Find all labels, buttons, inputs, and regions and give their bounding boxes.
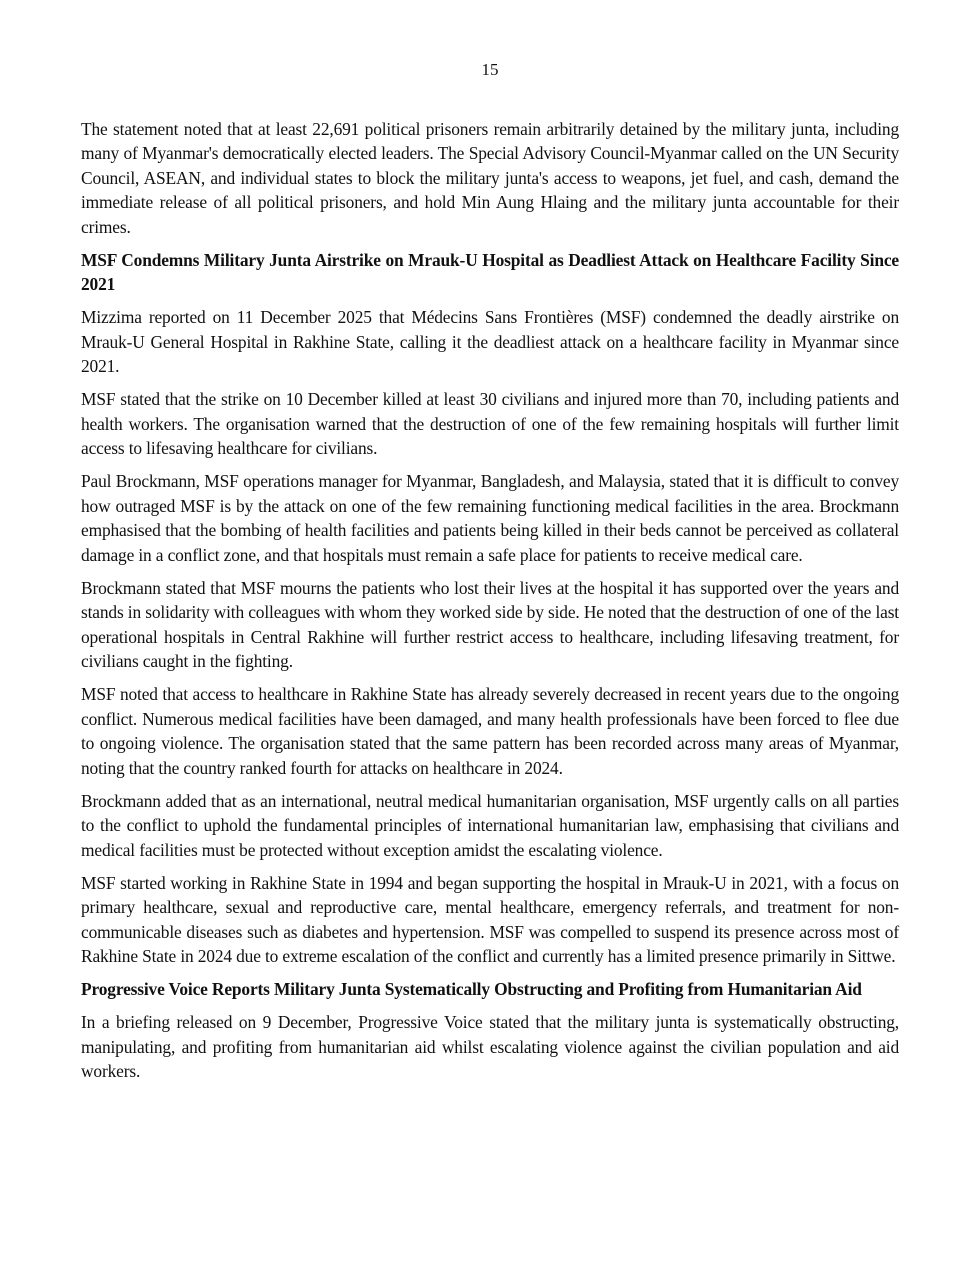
page-number: 15 [481,60,499,79]
paragraph-msf-history: MSF started working in Rakhine State in 1994 and began supporting the hospital in Mrauk-U in 2021, with a focus on primary healthcare, sexual and reproductive care, mental healthcare, emergency referrals, and treatment for non-communicable diseases such as diabetes and hypertension. MSF was compelled to suspend its presence across most of Rakhine State in 2024 due to extreme escalation of the conflict and currently has a limited presence primarily in Sittwe. [81,872,899,966]
page-content [81,117,899,1092]
paragraph-msf-calls: Brockmann added that as an international, neutral medical humanitarian organisation, MSF urgently calls on all parties to the conflict to uphold the fundamental principles of international humanitarian law, emphasising that civilians and medical facilities must be protected without exception amidst the escalating violence. [81,790,899,860]
section-heading-progressive-voice: Progressive Voice Reports Military Junta Systematically Obstructing and Profiting from Humanitarian Aid [81,979,862,1000]
paragraph-political-prisoners: The statement noted that at least 22,691 political prisoners remain arbitrarily detained by the military junta, including many of Myanmar's democratically elected leaders. The Special Advisory Council-Myanmar called on the UN Security Council, ASEAN, and individual states to block the military junta's access to weapons, jet fuel, and cash, demand the immediate release of all political prisoners, and hold Min Aung Hlaing and the military junta accountable for their crimes. [81,119,899,237]
section-heading-msf-airstrike: MSF Condemns Military Junta Airstrike on Mrauk-U Hospital as Deadliest Attack on Healthcare Facility Since 2021 [81,249,899,295]
paragraph-brockmann-mourns: Brockmann stated that MSF mourns the patients who lost their lives at the hospital it has supported over the years and stands in solidarity with colleagues with whom they worked side by side. He noted that the destruction of one of the last operational hospitals in Central Rakhine will further restrict access to healthcare, including lifesaving treatment, for civilians caught in the fighting. [81,577,899,672]
paragraph-brockmann-outrage: Paul Brockmann, MSF operations manager for Myanmar, Bangladesh, and Malaysia, stated that it is difficult to convey how outraged MSF is by the attack on one of the few remaining functioning medical facilities in the area. Brockmann emphasised that the bombing of health facilities and patients being killed in their beds cannot be perceived as collateral damage in a conflict zone, and that hospitals must remain a safe place for patients to receive medical care. [81,471,899,565]
paragraph-progressive-voice-briefing: In a briefing released on 9 December, Progressive Voice stated that the military junta is systematically obstructing, manipulating, and profiting from humanitarian aid whilst escalating violence against the civilian population and aid workers. [81,1012,899,1082]
paragraph-strike-casualties: MSF stated that the strike on 10 December killed at least 30 civilians and injured more than 70, including patients and health workers. The organisation warned that the destruction of one of the few remaining hospitals will further limit access to lifesaving healthcare for civilians. [81,389,899,459]
paragraph-mizzima-report: Mizzima reported on 11 December 2025 that Médecins Sans Frontières (MSF) condemned the deadly airstrike on Mrauk-U General Hospital in Rakhine State, calling it the deadliest attack on a healthcare facility in Myanmar since 2021. [81,307,899,377]
paragraph-healthcare-access: MSF noted that access to healthcare in Rakhine State has already severely decreased in recent years due to the ongoing conflict. Numerous medical facilities have been damaged, and many health professionals have been forced to flee due to ongoing violence. The organisation stated that the same pattern has been recorded across many areas of Myanmar, noting that the country ranked fourth for attacks on healthcare in 2024. [81,684,899,778]
